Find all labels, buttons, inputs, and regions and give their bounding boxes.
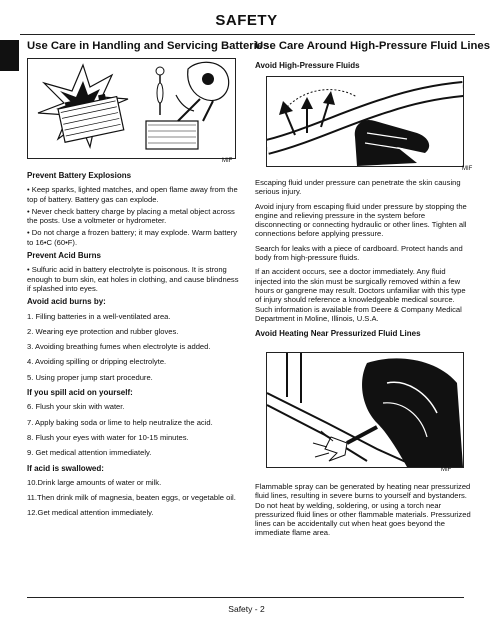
- spill-item: 8. Flush your eyes with water for 10-15 minutes.: [27, 432, 189, 442]
- page-footer: Safety - 2: [228, 604, 265, 614]
- title-rule: [20, 34, 475, 35]
- right-column-text: [255, 178, 469, 343]
- high-pressure-leak-illustration: [266, 76, 464, 167]
- avoid-item: 2. Wearing eye protection and rubber gloves.: [27, 326, 179, 336]
- prevent-explosions-title: Prevent Battery Explosions: [27, 171, 132, 180]
- swallow-item: 12.Get medical attention immediately.: [27, 508, 154, 518]
- heating-paragraph: Flammable spray can be generated by heating near pressurized fluid lines, resulting in severe burns to yourself and bystanders. Do not heat by welding, soldering, or using a torch near pressurized fluid lines or other flammable materials. Pressurized lines can be accidentally cut when heat goes beyond the immediate flame area.: [255, 482, 471, 538]
- left-heading: Use Care in Handling and Servicing Batteries: [27, 40, 270, 52]
- right-heading: Use Care Around High-Pressure Fluid Lines: [255, 40, 490, 52]
- explosion-item: • Keep sparks, lighted matches, and open flame away from the top of battery. Battery gas can explode.: [27, 185, 238, 204]
- right-figure2-code: MIF: [441, 467, 452, 473]
- heating-near-lines-illustration: [266, 352, 464, 468]
- battery-explosion-illustration: [27, 58, 236, 159]
- avoid-burns-title: Avoid acid burns by:: [27, 297, 106, 307]
- avoid-item: 1. Filling batteries in a well-ventilated area.: [27, 311, 171, 321]
- right-paragraph: Escaping fluid under pressure can penetrate the skin causing serious injury.: [255, 178, 461, 197]
- avoid-item: 3. Avoiding breathing fumes when electrolyte is added.: [27, 342, 211, 352]
- left-figure-code: MIF: [222, 158, 233, 164]
- heating-text-block: [255, 482, 471, 543]
- avoid-high-pressure-title: Avoid High-Pressure Fluids: [255, 61, 360, 70]
- left-column-text: [27, 171, 241, 524]
- explosion-item: • Never check battery charge by placing a metal object across the posts. Use a voltmeter or hydrometer.: [27, 206, 235, 226]
- burns-item: • Sulfuric acid in battery electrolyte is poisonous. It is strong enough to burn skin, eat holes in clothing, and cause blindness if splashed into eyes.: [27, 265, 239, 293]
- right-figure-code: MIF: [462, 166, 473, 172]
- page-title: SAFETY: [215, 12, 278, 29]
- avoid-item: 4. Avoiding spilling or dripping electrolyte.: [27, 357, 167, 367]
- swallow-item: 11.Then drink milk of magnesia, beaten eggs, or vegetable oil.: [27, 493, 236, 503]
- spill-item: 6. Flush your skin with water.: [27, 402, 125, 412]
- section-tab-marker: [0, 40, 19, 71]
- avoid-item: 5. Using proper jump start procedure.: [27, 372, 153, 382]
- right-paragraph: Search for leaks with a piece of cardboard. Protect hands and body from high-pressure fluids.: [255, 243, 463, 263]
- spill-item: 7. Apply baking soda or lime to help neutralize the acid.: [27, 417, 213, 427]
- right-paragraph: If an accident occurs, see a doctor immediately. Any fluid injected into the skin must be surgically removed within a few hours or gangrene may result. Doctors unfamiliar with this type of injury should reference a knowledgeable medical source. Such information is available from Deere & Company Medical Department in Moline, Illinois, U.S.A.: [255, 267, 466, 323]
- swallow-title: If acid is swallowed:: [27, 463, 104, 473]
- prevent-burns-title: Prevent Acid Burns: [27, 251, 101, 261]
- swallow-item: 10.Drink large amounts of water or milk.: [27, 477, 162, 487]
- right-paragraph: Avoid injury from escaping fluid under pressure by stopping the engine and relieving pressure in the system before disconnecting or connecting hydraulic or other lines. Tighten all connections before applying pressure.: [255, 201, 467, 239]
- footer-rule: [27, 597, 464, 598]
- spill-item: 9. Get medical attention immediately.: [27, 448, 152, 458]
- explosion-item: • Do not charge a frozen battery; it may explode. Warm battery to 16•C (60•F).: [27, 228, 238, 247]
- spill-title: If you spill acid on yourself:: [27, 388, 133, 398]
- heating-title: Avoid Heating Near Pressurized Fluid Lines: [255, 329, 421, 339]
